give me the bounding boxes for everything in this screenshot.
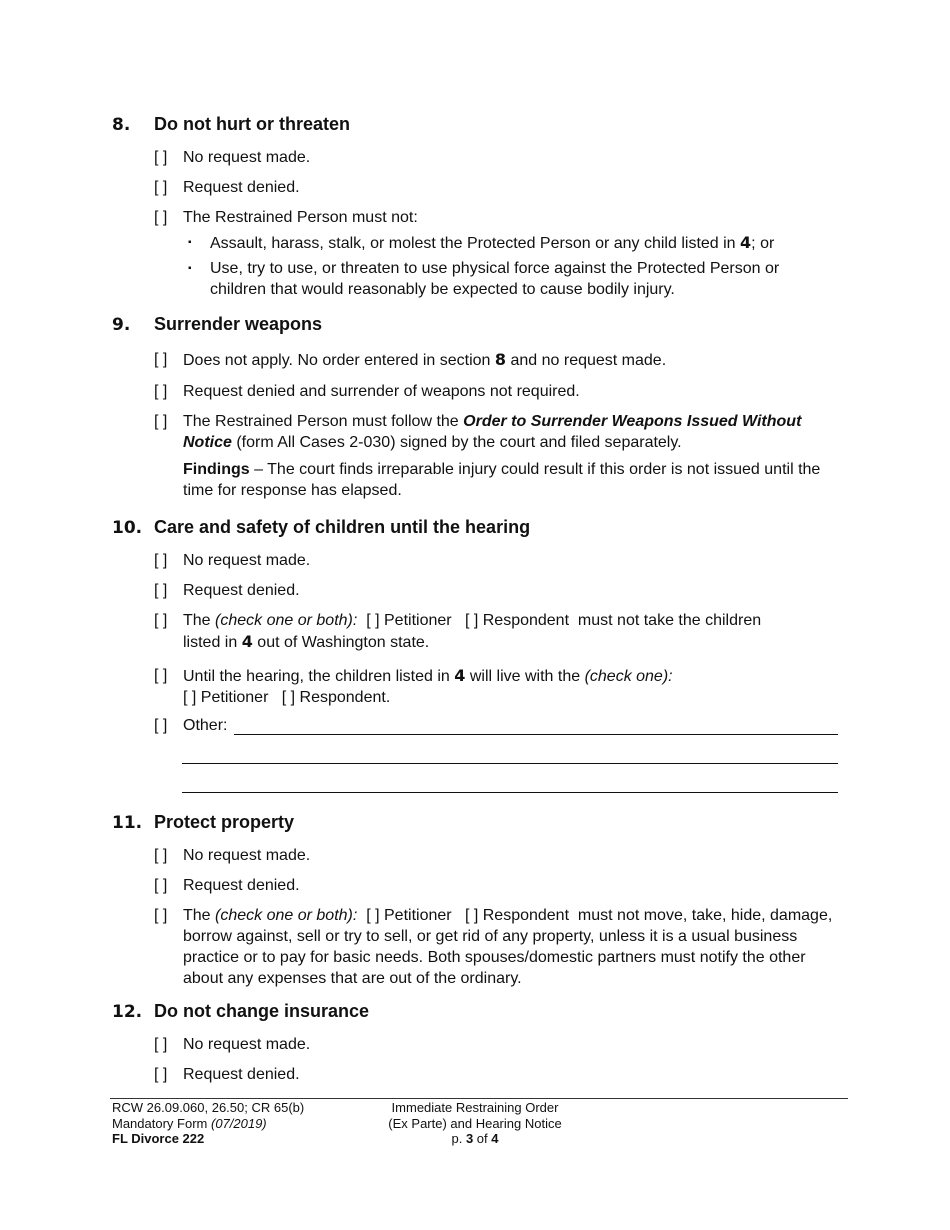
checkbox[interactable]: [ ] [154, 667, 168, 684]
bullet-item [188, 232, 808, 254]
bullet-item [188, 258, 808, 300]
footer-title-1: Immediate Restraining Order [391, 1100, 559, 1115]
option-label: No request made. [183, 1036, 311, 1053]
s9-follow-order-option[interactable] [154, 411, 844, 453]
footer-mandatory: Mandatory Form (07/2019) [112, 1115, 267, 1131]
option-label: The Restrained Person must not: [183, 209, 418, 226]
section-8 [112, 114, 852, 138]
section-number: 12. [112, 1002, 143, 1022]
s12-no-request-option[interactable] [154, 1034, 844, 1055]
option-label: The Restrained Person must follow the Order to Surrender Weapons Issued Without Notice (form All Cases 2-030) signed by the court and filed separately. [183, 413, 802, 451]
checkbox[interactable]: [ ] [154, 1036, 168, 1053]
s9-not-apply-option[interactable] [154, 349, 844, 371]
s10-out-of-state-option[interactable] [154, 610, 844, 653]
s10-no-request-option[interactable] [154, 550, 844, 571]
other-input-line-1[interactable] [234, 734, 838, 735]
option-label: Request denied and surrender of weapons not required. [183, 383, 580, 400]
footer-center [370, 1100, 580, 1147]
footer-page-number: p. 3 of 4 [451, 1131, 499, 1146]
checkbox[interactable]: [ ] [154, 1066, 168, 1083]
checkbox[interactable]: [ ] [154, 413, 168, 430]
section-number: 11. [112, 813, 143, 833]
option-label: Request denied. [183, 1066, 300, 1083]
section-9-heading [112, 314, 852, 338]
section-12-heading [112, 1001, 852, 1025]
checkbox[interactable]: [ ] [154, 717, 168, 734]
section-8-heading [112, 114, 852, 138]
section-10 [112, 517, 852, 734]
s8-must-not-option[interactable] [154, 207, 844, 228]
option-label: Other: [183, 717, 228, 734]
section-title: Surrender weapons [154, 314, 323, 334]
s9-findings [154, 459, 844, 501]
other-input-line-3[interactable] [182, 792, 838, 793]
findings-text: Findings – The court finds irreparable injury could result if this order is not issued until the time for response has elapsed. [183, 461, 821, 499]
checkbox[interactable]: [ ] [154, 847, 168, 864]
other-input-line-2[interactable] [182, 763, 838, 764]
footer-divider [110, 1098, 848, 1099]
s8-no-request-option[interactable] [154, 147, 844, 168]
option-label: No request made. [183, 847, 311, 864]
checkbox[interactable]: [ ] [154, 383, 168, 400]
section-number: 8. [112, 115, 131, 135]
section-number: 9. [112, 315, 131, 335]
checkbox[interactable]: [ ] [154, 907, 168, 924]
footer-form-id: FL Divorce 222 [112, 1131, 205, 1146]
checkbox[interactable]: [ ] [154, 582, 168, 599]
checkbox[interactable]: [ ] [154, 552, 168, 569]
section-12 [112, 1001, 852, 1083]
s12-denied-option[interactable] [154, 1064, 844, 1085]
section-number: 10. [112, 518, 143, 538]
s11-protect-property-option[interactable] [154, 905, 844, 989]
section-title: Do not hurt or threaten [154, 114, 350, 134]
checkbox[interactable]: [ ] [281, 689, 296, 706]
s10-denied-option[interactable] [154, 580, 844, 601]
s9-denied-option[interactable] [154, 381, 844, 402]
checkbox[interactable]: [ ] [154, 209, 168, 226]
section-title: Care and safety of children until the hearing [154, 517, 531, 537]
s10-live-with-option[interactable] [154, 665, 844, 708]
option-label: Does not apply. No order entered in section 8 and no request made. [183, 350, 667, 369]
s11-denied-option[interactable] [154, 875, 844, 896]
option-label: Request denied. [183, 179, 300, 196]
footer-left [112, 1100, 372, 1147]
footer-rcw: RCW 26.09.060, 26.50; CR 65(b) [112, 1100, 305, 1115]
checkbox[interactable]: [ ] [183, 689, 197, 706]
checkbox[interactable]: [ ] [154, 179, 168, 196]
s11-no-request-option[interactable] [154, 845, 844, 866]
section-11-heading [112, 812, 852, 836]
option-label: Until the hearing, the children listed in 4 will live with the (check one): [ ] Petitioner [ ] Respondent. [183, 666, 673, 706]
section-title: Do not change insurance [154, 1001, 370, 1021]
s8-denied-option[interactable] [154, 177, 844, 198]
footer-title-2: (Ex Parte) and Hearing Notice [388, 1115, 562, 1131]
option-label: The (check one or both): [ ] Petitioner [ ] Respondent must not move, take, hide, damage, borrow against, sell or try to sell, or get rid of any property, unless it is a usual business practice or to pay for basic needs. Both spouses/domestic partners must notify the other about any expenses that are out of the ordinary. [183, 907, 833, 987]
bullet-icon: ▪ [188, 263, 192, 274]
option-label: Request denied. [183, 582, 300, 599]
section-title: Protect property [154, 812, 295, 832]
bullet-icon: ▪ [188, 237, 192, 248]
bullet-text: Use, try to use, or threaten to use physical force against the Protected Person or children that would reasonably be expected to cause bodily injury. [210, 260, 780, 298]
checkbox[interactable]: [ ] [464, 907, 479, 924]
option-label: Request denied. [183, 877, 300, 894]
option-label: The (check one or both): [ ] Petitioner [ ] Respondent must not take the children listed in 4 out of Washington state. [183, 612, 762, 651]
checkbox[interactable]: [ ] [366, 612, 380, 629]
option-label: No request made. [183, 149, 311, 166]
checkbox[interactable]: [ ] [464, 612, 479, 629]
bullet-text: Assault, harass, stalk, or molest the Protected Person or any child listed in 4; or [210, 233, 775, 252]
checkbox[interactable]: [ ] [154, 351, 168, 368]
checkbox[interactable]: [ ] [366, 907, 380, 924]
section-9 [112, 314, 852, 499]
checkbox[interactable]: [ ] [154, 877, 168, 894]
checkbox[interactable]: [ ] [154, 149, 168, 166]
section-11 [112, 812, 852, 987]
s10-other-option[interactable] [154, 715, 844, 736]
section-10-heading [112, 517, 852, 541]
checkbox[interactable]: [ ] [154, 612, 168, 629]
option-label: No request made. [183, 552, 311, 569]
